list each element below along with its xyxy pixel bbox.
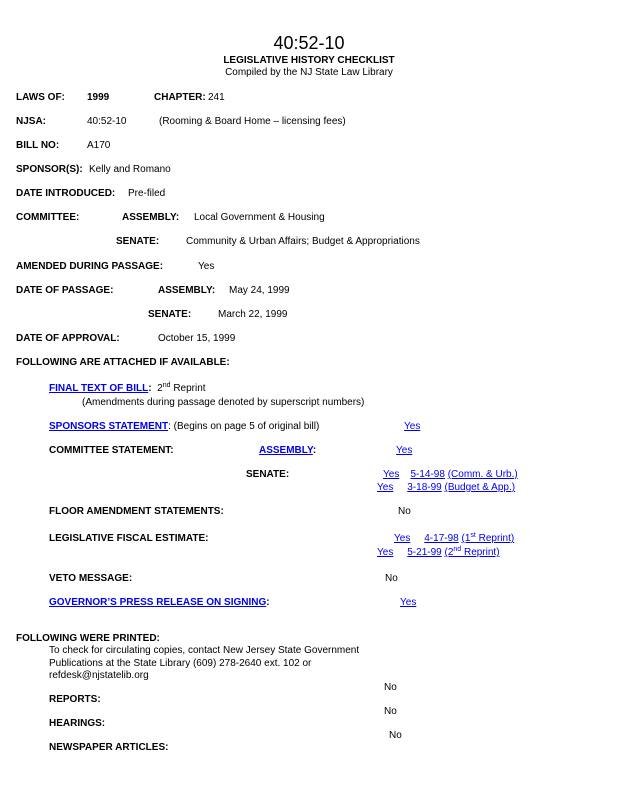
committee-senate-value: Community & Urban Affairs; Budget & Appropriations [186,236,420,247]
governor-press-release-link[interactable]: GOVERNOR’S PRESS RELEASE ON SIGNING [49,597,267,608]
committee-label: COMMITTEE: [16,212,80,223]
committee-assembly-link[interactable]: ASSEMBLY [259,445,313,456]
fiscal-reprint-close-2: Reprint) [461,547,500,558]
committee-assembly-colon: : [312,445,317,456]
final-text-link[interactable]: FINAL TEXT OF BILL [49,383,149,394]
sponsors-label: SPONSOR(S): [16,164,83,175]
governor-yes-link[interactable]: Yes [400,597,417,608]
fiscal-yes-link-1[interactable]: Yes [394,533,411,544]
printed-note-line-2: Publications at the State Library (609) 278-2640 ext. 102 or [49,658,312,669]
compiled-by: Compiled by the NJ State Law Library [225,67,393,78]
fiscal-date-link-1[interactable]: 4-17-98 [424,533,459,544]
governor-colon: : [266,597,270,608]
fiscal-reprint-open-1: (1 [461,533,471,544]
passage-senate-label: SENATE: [148,309,192,320]
fiscal-date-link-2[interactable]: 5-21-99 [407,547,442,558]
reports-value: No [384,682,397,693]
committee-senate-date-link-2[interactable]: 3-18-99 [407,482,442,493]
fiscal-reprint-close-1: Reprint) [475,533,515,544]
committee-statement-senate-label: SENATE: [246,469,290,480]
committee-senate-yes-link-1[interactable]: Yes [383,469,400,480]
fiscal-reprint-sup-1: st [470,532,476,539]
committee-senate-label: SENATE: [116,236,160,247]
fiscal-estimate-label: LEGISLATIVE FISCAL ESTIMATE: [49,533,209,544]
fiscal-reprint-open-2: (2 [444,547,454,558]
fiscal-estimate-row-1 [394,533,514,544]
committee-senate-date-link-1[interactable]: 5-14-98 [410,469,445,480]
committee-senate-row-2 [377,482,515,493]
fiscal-estimate-row-2 [377,547,500,558]
newspaper-value: No [389,730,402,741]
fiscal-yes-link-2[interactable]: Yes [377,547,394,558]
njsa-value: 40:52-10 [87,116,127,127]
reports-label: REPORTS: [49,694,101,705]
floor-amendment-label: FLOOR AMENDMENT STATEMENTS: [49,506,224,517]
veto-value: No [385,573,398,584]
hearings-value: No [384,706,397,717]
sponsors-statement-yes-link[interactable]: Yes [404,421,421,432]
passage-assembly-label: ASSEMBLY: [158,285,216,296]
newspaper-label: NEWSPAPER ARTICLES: [49,742,169,753]
passage-label: DATE OF PASSAGE: [16,285,114,296]
checklist-title: LEGISLATIVE HISTORY CHECKLIST [223,55,395,66]
passage-assembly-value: May 24, 1999 [229,285,290,296]
committee-senate-note-link-1[interactable]: (Comm. & Urb.) [447,469,518,480]
floor-amendment-value: No [398,506,411,517]
attached-heading: FOLLOWING ARE ATTACHED IF AVAILABLE: [16,357,230,368]
approval-value: October 15, 1999 [158,333,236,344]
fiscal-reprint-link-2[interactable] [444,547,499,558]
passage-senate-value: March 22, 1999 [218,309,288,320]
laws-of-label: LAWS OF: [16,92,65,103]
amended-label: AMENDED DURING PASSAGE: [16,261,164,272]
committee-senate-note-link-2[interactable]: (Budget & App.) [444,482,516,493]
bill-no-value: A170 [87,140,111,151]
fiscal-reprint-sup-2: nd [453,546,462,553]
reprint-number: 2 [157,383,163,394]
page-title: 40:52-10 [273,33,345,53]
reprint-word: Reprint [173,383,206,394]
sponsors-value: Kelly and Romano [89,164,171,175]
committee-assembly-label: ASSEMBLY: [122,212,180,223]
committee-assembly-value: Local Government & Housing [194,212,325,223]
njsa-description: (Rooming & Board Home – licensing fees) [159,116,346,127]
chapter-value: 241 [208,92,225,103]
committee-senate-row-1 [383,469,518,480]
approval-label: DATE OF APPROVAL: [16,333,120,344]
hearings-label: HEARINGS: [49,718,106,729]
printed-note-line-1: To check for circulating copies, contact New Jersey State Government [49,645,360,656]
sponsors-statement-row [49,421,319,432]
date-introduced-label: DATE INTRODUCED: [16,188,116,199]
final-text-row [49,383,206,394]
final-text-note: (Amendments during passage denoted by superscript numbers) [82,397,365,408]
printed-heading: FOLLOWING WERE PRINTED: [16,633,160,644]
amended-value: Yes [198,261,215,272]
printed-note-line-3: refdesk@njstatelib.org [49,670,149,681]
final-text-colon: : [148,383,152,394]
bill-no-label: BILL NO: [16,140,60,151]
njsa-label: NJSA: [16,116,47,127]
fiscal-reprint-link-1[interactable] [461,533,514,544]
governor-row [49,597,270,608]
sponsors-statement-note: : (Begins on page 5 of original bill) [168,421,320,432]
laws-of-year: 1999 [87,92,110,103]
committee-assembly-yes-link[interactable]: Yes [396,445,413,456]
sponsors-statement-link[interactable]: SPONSORS STATEMENT [49,421,169,432]
reprint-suffix: nd [162,382,171,389]
committee-statement-label: COMMITTEE STATEMENT: [49,445,174,456]
chapter-label: CHAPTER: [154,92,206,103]
committee-senate-yes-link-2[interactable]: Yes [377,482,394,493]
committee-statement-assembly [259,445,316,456]
veto-label: VETO MESSAGE: [49,573,133,584]
date-introduced-value: Pre-filed [128,188,166,199]
